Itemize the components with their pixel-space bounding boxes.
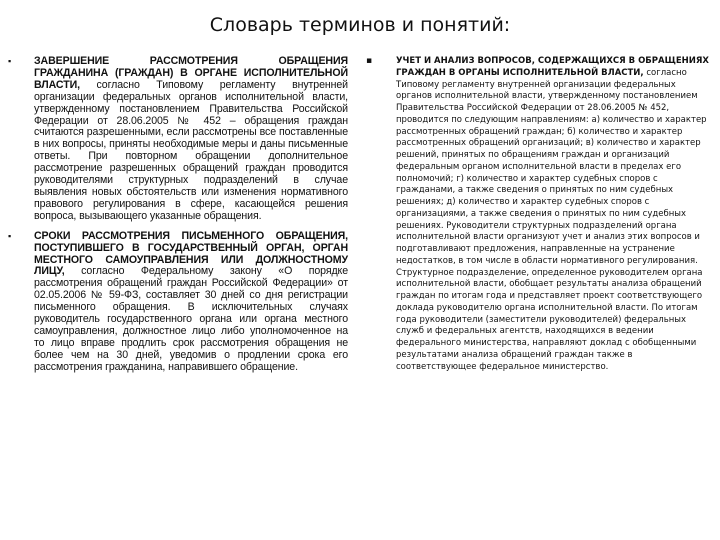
term-heading: ЗАВЕРШЕНИЕ РАССМОТРЕНИЯ ОБРАЩЕНИЯ ГРАЖДАНИНА (ГРАЖДАН) В ОРГАНЕ ИСПОЛНИТЕЛЬНОЙ ВЛАСТИ, — [34, 55, 348, 91]
bullet-icon: ▪ — [8, 56, 12, 66]
list-item — [366, 56, 714, 373]
term-heading: УЧЕТ И АНАЛИЗ ВОПРОСОВ, СОДЕРЖАЩИХСЯ В ОБРАЩЕНИЯХ ГРАЖДАН В ОРГАНЫ ИСПОЛНИТЕЛЬНОЙ ВЛАСТИ, — [396, 56, 709, 78]
term-definition: согласно Типовому регламенту внутренней организации федеральных органов исполнительной власти, утвержденному постановлением Правительства Российской Федерации от 28.06.2005 № 452, проводится по следующим направлениям: а) количество и характер рассмотренных обращений граждан; б) количество и характер рассмотренных обращений организаций; в) количество и характер решений, принятых по обращениям граждан и организаций федеральным органом исполнительной власти в пределах его полномочий; г) количество и характер судебных споров с гражданами, а также сведения о принятых по ним судебных решениях; д) количество и характер судебных споров с организациями, а также сведения о принятых по ним судебных решениях. Руководители структурных подразделений органа исполнительной власти организуют учет и анализ этих вопросов и подготавливают предложения, направленные на устранение недостатков, в том числе в области нормативного регулирования. Структурное подразделение, определенное руководителем органа исполнительной власти, обобщает результаты анализа обращений граждан по итогам года и представляет проект соответствующего доклада руководителю органа исполнительной власти. По итогам года руководители (заместители руководителей) федеральных служб и федеральных агентств, находящихся в ведении федерального министерства, направляют доклад с обобщенными результатами анализа обращений граждан также в соответствующее федеральное министерство. — [396, 67, 707, 372]
page-title: Словарь терминов и понятий: — [209, 14, 511, 36]
list-item — [8, 231, 348, 374]
term-definition: согласно Типовому регламенту внутренней организации федеральных органов исполнительной власти, утвержденному постановлением Правительства Российской Федерации от 28.06.2005 № 452 – обращения граждан считаются разрешенными, если рассмотрены все поставленные в них вопросы, приняты необходимые меры и даны письменные ответы. При повторном обращении дополнительное рассмотрение разрешенных обращений граждан проводится руководителями структурных подразделений в случае выявления новых обстоятельств или изменения нормативного правового регулирования в сфере, касающейся решения вопроса, вызывающего указанные обращения. — [34, 78, 348, 222]
term-heading: СРОКИ РАССМОТРЕНИЯ ПИСЬМЕННОГО ОБРАЩЕНИЯ, ПОСТУПИВШЕГО В ГОСУДАРСТВЕННЫЙ ОРГАН, ОРГАН МЕСТНОГО САМОУПРАВЛЕНИЯ ИЛИ ДОЛЖНОСТНОМУ ЛИЦУ, — [34, 229, 348, 278]
list-item — [8, 56, 348, 223]
bullet-icon: ▪ — [366, 56, 373, 66]
bullet-icon: ▪ — [8, 230, 12, 241]
left-column — [8, 56, 348, 374]
right-column — [366, 56, 714, 373]
term-definition: согласно Федеральному закону «О порядке рассмотрения обращений граждан Российской Федерации» от 02.05.2006 № 59-ФЗ, составляет 30 дней со дня регистрации письменного обращения. В исключительных случаях руководитель государственного органа или органа местного самоуправления, должностное лицо либо уполномоченное на то лицо вправе продлить срок рассмотрения обращения не более чем на 30 дней, уведомив о продлении срока его рассмотрения гражданина, направившего обращение. — [34, 265, 348, 373]
